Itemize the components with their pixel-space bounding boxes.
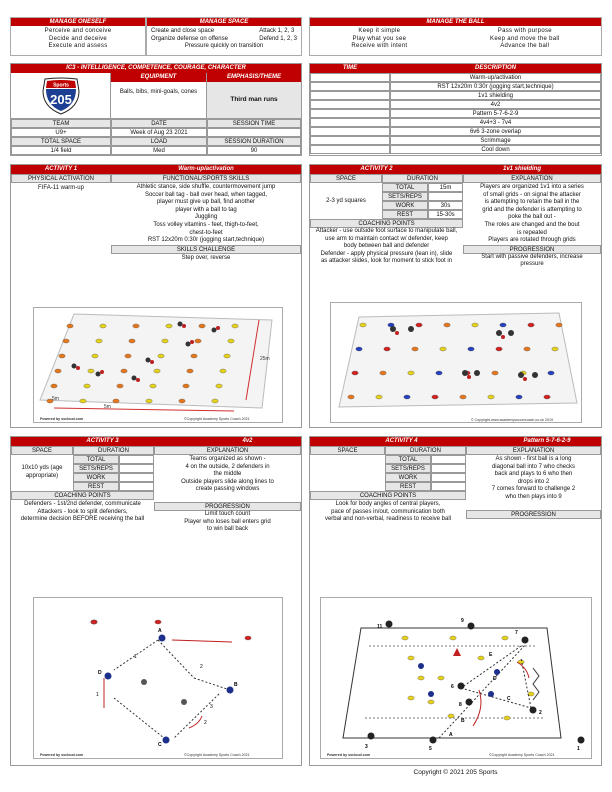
space-label: SPACE (11, 446, 73, 455)
timetable-description: Cool down (390, 145, 601, 154)
space-label: SPACE (310, 174, 382, 183)
coaching-line: Look for body angles of central players, (335, 501, 441, 507)
duration-key: TOTAL (382, 183, 428, 192)
manage-space-line: Organize defense on offense (151, 35, 228, 42)
player-number: 11 (377, 624, 383, 630)
dimension-label: 25m (260, 356, 270, 362)
coaching-points-label: COACHING POINTS (11, 491, 154, 500)
explanation-line: back and plays to 6 who then (494, 471, 573, 478)
total-space-value: 1/4 field (11, 146, 111, 155)
timetable-description: Warm-up/activation (390, 73, 601, 82)
emphasis-value: Third man runs (207, 82, 301, 118)
pass-letter: B (461, 718, 465, 724)
player-label: D (98, 670, 102, 676)
manage-oneself-line: Execute and assess (48, 43, 108, 50)
physical-activation-value: FIFA-11 warm-up (38, 185, 84, 191)
duration-value: 15m (428, 183, 463, 192)
explanation-line: Players are rotated through grids (488, 237, 576, 244)
space-value: 2-3 yd squares (326, 198, 366, 204)
pass-letter: C (507, 696, 511, 702)
cone-marker (544, 395, 550, 399)
coaching-line: Defenders - 1st/2nd defender, communicate (24, 501, 141, 507)
cone-marker (84, 384, 90, 388)
cone-marker (438, 676, 444, 680)
cone-marker (436, 371, 442, 375)
timetable-description: Pattern 5-7-6-2-9 (390, 109, 601, 118)
explanation-line: grid and the defender is attempting to (482, 206, 582, 213)
cone-marker (500, 323, 506, 327)
activity3 (10, 436, 302, 766)
logo-top-text: Sports (52, 82, 69, 88)
cone-marker (80, 399, 86, 403)
timetable-time (310, 82, 390, 91)
explanation-line: who then plays into 9 (505, 493, 562, 500)
functional-line: Toss volley vitamins - feet, thigh-to-feet, (153, 221, 259, 228)
emphasis-label: EMPHASIS/THEME (207, 73, 301, 82)
activity1 (10, 164, 302, 428)
cone-marker (408, 371, 414, 375)
manage-ball-line: Receive with intent (351, 43, 408, 50)
cone-marker (125, 354, 131, 358)
cone-marker (245, 636, 251, 640)
cone-marker (121, 369, 127, 373)
time-label: TIME (310, 64, 390, 73)
interstate-shield-icon (41, 77, 81, 115)
cone-marker (166, 324, 172, 328)
cone-marker (528, 323, 534, 327)
explanation-label: EXPLANATION (463, 174, 601, 183)
functional-line: RST 12x20m 0:30r (jogging start,technique) (147, 237, 265, 244)
cone-marker (352, 371, 358, 375)
duration-value (431, 455, 466, 464)
duration-key: SETS/REPS (385, 464, 431, 473)
duration-label: DURATION (385, 446, 466, 455)
pass-number: 2 (204, 720, 207, 726)
activity2-title: 1v1 shielding (443, 165, 601, 174)
dimension-label: 5m (52, 396, 59, 402)
duration-key: WORK (382, 201, 428, 210)
activity1-title: Warm-up/activation (111, 165, 301, 174)
cone-marker (92, 354, 98, 358)
functional-line: Juggling (194, 214, 218, 221)
cone-marker (51, 384, 57, 388)
coaching-line: Attackers - look to split defenders, (37, 508, 128, 515)
explanation-line: drops into 2 (517, 478, 550, 485)
space-label: SPACE (310, 446, 385, 455)
cone-marker (552, 347, 558, 351)
functional-skills-label: FUNCTIONAL/SPORTS SKILLS (111, 174, 301, 183)
player-number: 7 (515, 630, 518, 636)
manage-ball-line: Advance the ball (500, 43, 550, 50)
functional-line: chest-to-feet (189, 229, 223, 236)
manage-space-line: Pressure quickly on transition (184, 43, 264, 50)
activity4 (309, 436, 602, 766)
timetable-description: 6v6 3-zone overlap (390, 127, 601, 136)
duration-key: SETS/REPS (382, 192, 428, 201)
progression-line: Limit touch count (204, 510, 251, 517)
cone-marker (384, 347, 390, 351)
duration-value (431, 482, 466, 491)
explanation-line: of small grids - on signal the attacker (483, 191, 581, 198)
pass-letter: E (489, 652, 493, 658)
cone-marker (162, 339, 168, 343)
logo (11, 73, 111, 118)
timetable-time (310, 118, 390, 127)
timetable-time (310, 100, 390, 109)
activity3-diagram (33, 597, 283, 759)
cone-marker (408, 656, 414, 660)
duration-value (428, 192, 463, 201)
timetable-time (310, 145, 390, 154)
explanation-line: is attempting to retain the ball in the (484, 199, 580, 206)
cone-marker (183, 384, 189, 388)
diagram-footer-right: ©Copyright Academy Sports Coach 2021 (184, 417, 250, 421)
cone-marker (472, 323, 478, 327)
explanation-line: is repeated (517, 229, 547, 236)
diagram-footer-left: Powered by sscloud.com (40, 417, 84, 421)
load-value: Med (111, 146, 207, 155)
timetable-time (310, 91, 390, 100)
manage-space-line: Create and close space (151, 28, 215, 34)
skills-challenge-label: SKILLS CHALLENGE (111, 245, 301, 254)
cone-marker (191, 354, 197, 358)
cone-marker (412, 347, 418, 351)
timetable-time (310, 73, 390, 82)
cone-marker (150, 384, 156, 388)
duration-key: REST (385, 482, 431, 491)
coaching-points-label: COACHING POINTS (310, 491, 466, 500)
cone-marker (524, 347, 530, 351)
cone-marker (88, 369, 94, 373)
diagram-footer-right: © Copyright www.academysoccercoach.co.uk 2019 (471, 418, 553, 422)
cone-marker (195, 339, 201, 343)
manage-ball-line: Pass with purpose (497, 28, 552, 34)
cone-marker (556, 323, 562, 327)
cone-marker (228, 339, 234, 343)
total-space-label: TOTAL SPACE (11, 137, 111, 146)
cone-marker (63, 339, 69, 343)
copyright-footer: Copyright © 2021 205 Sports (413, 769, 498, 776)
player-number: 3 (365, 744, 368, 750)
activity1-diagram (33, 307, 283, 423)
activity4-label: ACTIVITY 4 (310, 437, 493, 446)
timetable-description: Scrimmage (390, 136, 601, 145)
cone-marker (216, 384, 222, 388)
pass-number: 1 (134, 654, 137, 660)
duration-value (119, 473, 154, 482)
explanation-line: diagonal ball into 7 who checks (491, 463, 576, 470)
player-number: 6 (451, 684, 454, 690)
player-number: 1 (577, 746, 580, 752)
cone-marker (348, 395, 354, 399)
coaching-line: verbal and non-verbal, readiness to receive ball (324, 516, 452, 523)
duration-key: SETS/REPS (73, 464, 119, 473)
player-number: 9 (461, 618, 464, 624)
manage-ball-line: Keep it simple (358, 28, 401, 34)
space-value: 10x10 yds (age appropriate) (21, 465, 63, 479)
functional-line: Athletic stance, side shuffle, countermovement jump (136, 184, 276, 190)
diagram-footer-left: Powered by sscloud.com (40, 753, 84, 757)
duration-label: DURATION (73, 446, 154, 455)
cone-marker (133, 324, 139, 328)
duration-value (431, 473, 466, 482)
cone-marker (220, 369, 226, 373)
cone-marker (440, 347, 446, 351)
cone-marker (96, 339, 102, 343)
cone-marker (187, 369, 193, 373)
cone-marker (408, 696, 414, 700)
explanation-line: Players are organized 1v1 into a series (480, 184, 584, 190)
cone-marker (504, 716, 510, 720)
activity2-diagram (330, 302, 582, 423)
explanation-label: EXPLANATION (466, 446, 601, 455)
cone-marker (460, 395, 466, 399)
player-number: 2 (539, 710, 542, 716)
manage-space-title: MANAGE SPACE (147, 18, 301, 26)
duration-value: 15-30s (428, 210, 463, 219)
cone-marker (117, 384, 123, 388)
cone-marker (199, 324, 205, 328)
cone-marker (468, 347, 474, 351)
cone-marker (67, 324, 73, 328)
player-number: 5 (429, 746, 432, 752)
diagram-footer-right: ©Copyright Academy Sports Coach 2021 (184, 753, 250, 757)
cone-marker (91, 620, 97, 624)
manage-oneself-line: Perceive and conceive (44, 28, 112, 34)
explanation-line: the middle (213, 471, 242, 478)
manage-oneself-line: Decide and deceive (48, 35, 108, 42)
explanation-line: 4 on the outside, 2 defenders in (185, 463, 270, 470)
duration-value: 30s (428, 201, 463, 210)
team-label: TEAM (11, 119, 111, 128)
cone-marker (428, 700, 434, 704)
cone-marker (212, 399, 218, 403)
activity4-title: Pattern 5-7-6-2-9 (493, 437, 601, 446)
progression-line: pressure (520, 261, 544, 268)
activity2 (309, 164, 602, 428)
coaching-line: as attacker slides, look for moment to stick foot in (320, 258, 453, 265)
manage-ball-panel (309, 17, 602, 56)
cone-marker (158, 354, 164, 358)
duration-key: WORK (73, 473, 119, 482)
cone-marker (418, 676, 424, 680)
cone-marker (548, 371, 554, 375)
activity4-diagram (320, 597, 592, 759)
progression-line: Player who loses ball enters grid (184, 518, 271, 525)
cone-marker (155, 620, 161, 624)
timetable-description: 4v2 (390, 100, 601, 109)
coaching-points-label: COACHING POINTS (310, 219, 463, 228)
timetable-description: 4v4+3 - 7v4 (390, 118, 601, 127)
player-number: 8 (459, 702, 462, 708)
diagram-footer-right: ©Copyright Academy Sports Coach 2021 (489, 753, 555, 757)
duration-label: SESSION DURATION (207, 137, 301, 146)
team-value: U9+ (11, 128, 111, 137)
session-header: IC3 - INTELLIGENCE, COMPETENCE, COURAGE, CHARACTER (11, 64, 301, 73)
cone-marker (179, 399, 185, 403)
duration-key: WORK (385, 473, 431, 482)
manage-oneself-panel (10, 17, 146, 56)
pass-letter: D (493, 676, 497, 682)
pass-number: 1 (96, 692, 99, 698)
player-label: C (158, 742, 162, 748)
cone-marker (402, 636, 408, 640)
timetable-description: RST 12x20m 0:30r (jogging start,technique) (390, 82, 601, 91)
cone-marker (59, 354, 65, 358)
coaching-line: use arm to maintain contact w/ defender, keep (325, 235, 448, 242)
dimension-label: 5m (104, 404, 111, 410)
cone-marker (432, 395, 438, 399)
player-label: A (158, 628, 162, 634)
coaching-line: body between ball and defender (343, 243, 430, 250)
date-label: DATE (111, 119, 207, 128)
cone-marker (502, 636, 508, 640)
explanation-line: Teams organized as shown - (189, 456, 266, 462)
cone-marker (448, 714, 454, 718)
duration-key: TOTAL (385, 455, 431, 464)
logo-number: 205 (49, 91, 72, 107)
cone-marker (516, 395, 522, 399)
load-label: LOAD (111, 137, 207, 146)
physical-activation-label: PHYSICAL ACTIVATION (11, 174, 111, 183)
functional-line: player with a ball to tag (175, 206, 237, 213)
manage-ball-line: Play what you see (352, 35, 407, 42)
activity1-label: ACTIVITY 1 (11, 165, 111, 174)
coaching-line: pace of passes in/out, communication both (331, 508, 445, 515)
cone-marker (376, 395, 382, 399)
coaching-line: determine decision BEFORE receiving the ball (20, 516, 145, 523)
session-info (10, 63, 302, 156)
duration-value (119, 464, 154, 473)
diagram-footer-left: Powered by sscloud.com (327, 753, 371, 757)
duration-value (431, 464, 466, 473)
explanation-line: The roles are changed and the bout (484, 221, 580, 228)
duration-key: TOTAL (73, 455, 119, 464)
activity3-title: 4v2 (194, 437, 301, 446)
duration-label: DURATION (382, 174, 463, 183)
manage-ball-title: MANAGE THE BALL (310, 18, 601, 26)
duration-value (119, 482, 154, 491)
cone-marker (154, 369, 160, 373)
player-label: B (234, 682, 238, 688)
progression-line: to win ball back (206, 526, 249, 533)
cone-marker (113, 399, 119, 403)
session-time-value (207, 128, 301, 137)
explanation-line: 7 comes forward to challenge 2 (491, 486, 576, 493)
timetable (309, 63, 602, 156)
cone-marker (55, 369, 61, 373)
explanation-label: EXPLANATION (154, 446, 301, 455)
cone-marker (232, 324, 238, 328)
session-time-label: SESSION TIME (207, 119, 301, 128)
cone-marker (492, 371, 498, 375)
cone-marker (224, 354, 230, 358)
progression-label: PROGRESSION (466, 510, 601, 519)
activity3-label: ACTIVITY 3 (11, 437, 194, 446)
coaching-line: Defender - apply physical pressure (lean in), slide (320, 250, 453, 257)
cone-marker (404, 395, 410, 399)
duration-key: REST (382, 210, 428, 219)
skills-challenge-value: Step over, reverse (181, 254, 231, 261)
coaching-line: Attacker - use outside foot surface to manipulate ball, (315, 228, 458, 234)
equipment-value: Balls, bibs, mini-goals, cones (119, 89, 198, 95)
explanation-line: As shown - first ball is a long (495, 456, 572, 462)
cone-marker (146, 399, 152, 403)
cone-marker (380, 371, 386, 375)
pass-number: 3 (210, 704, 213, 710)
cone-marker (100, 324, 106, 328)
duration-key: REST (73, 482, 119, 491)
activity2-label: ACTIVITY 2 (310, 165, 443, 174)
manage-space-line: Defend 1, 2, 3 (259, 35, 297, 42)
functional-line: Soccer ball tag - ball over head, when tagged, (144, 191, 268, 198)
timetable-description: 1v1 shielding (390, 91, 601, 100)
manage-space-line: Attack 1, 2, 3 (259, 28, 295, 34)
explanation-line: poke the ball out - (508, 214, 556, 221)
cone-marker (444, 323, 450, 327)
duration-value (119, 455, 154, 464)
description-label: DESCRIPTION (390, 64, 601, 73)
pass-letter: A (449, 732, 453, 738)
manage-space-panel (146, 17, 302, 56)
pass-number: 2 (200, 664, 203, 670)
timetable-time (310, 109, 390, 118)
manage-ball-line: Keep and move the ball (490, 35, 560, 42)
manage-oneself-title: MANAGE ONESELF (11, 18, 145, 26)
timetable-time (310, 136, 390, 145)
cone-marker (416, 323, 422, 327)
date-value: Week of Aug 23 2021 (111, 128, 207, 137)
explanation-line: create passing windows (195, 486, 260, 493)
space-value (310, 455, 385, 491)
duration-value: 90 (207, 146, 301, 155)
progression-line: Start with passive defenders, increase (481, 253, 583, 260)
progression-label: PROGRESSION (154, 502, 301, 511)
progression-label: PROGRESSION (463, 245, 601, 254)
cone-marker (488, 395, 494, 399)
timetable-time (310, 127, 390, 136)
functional-line: player must give up ball, find another (156, 199, 256, 206)
equipment-label: EQUIPMENT (111, 73, 206, 82)
cone-marker (129, 339, 135, 343)
cone-marker (356, 347, 362, 351)
cone-marker (478, 656, 484, 660)
cone-marker (496, 347, 502, 351)
explanation-line: Outside players slide along lines to (181, 478, 274, 485)
cone-marker (360, 323, 366, 327)
cone-marker (450, 636, 456, 640)
